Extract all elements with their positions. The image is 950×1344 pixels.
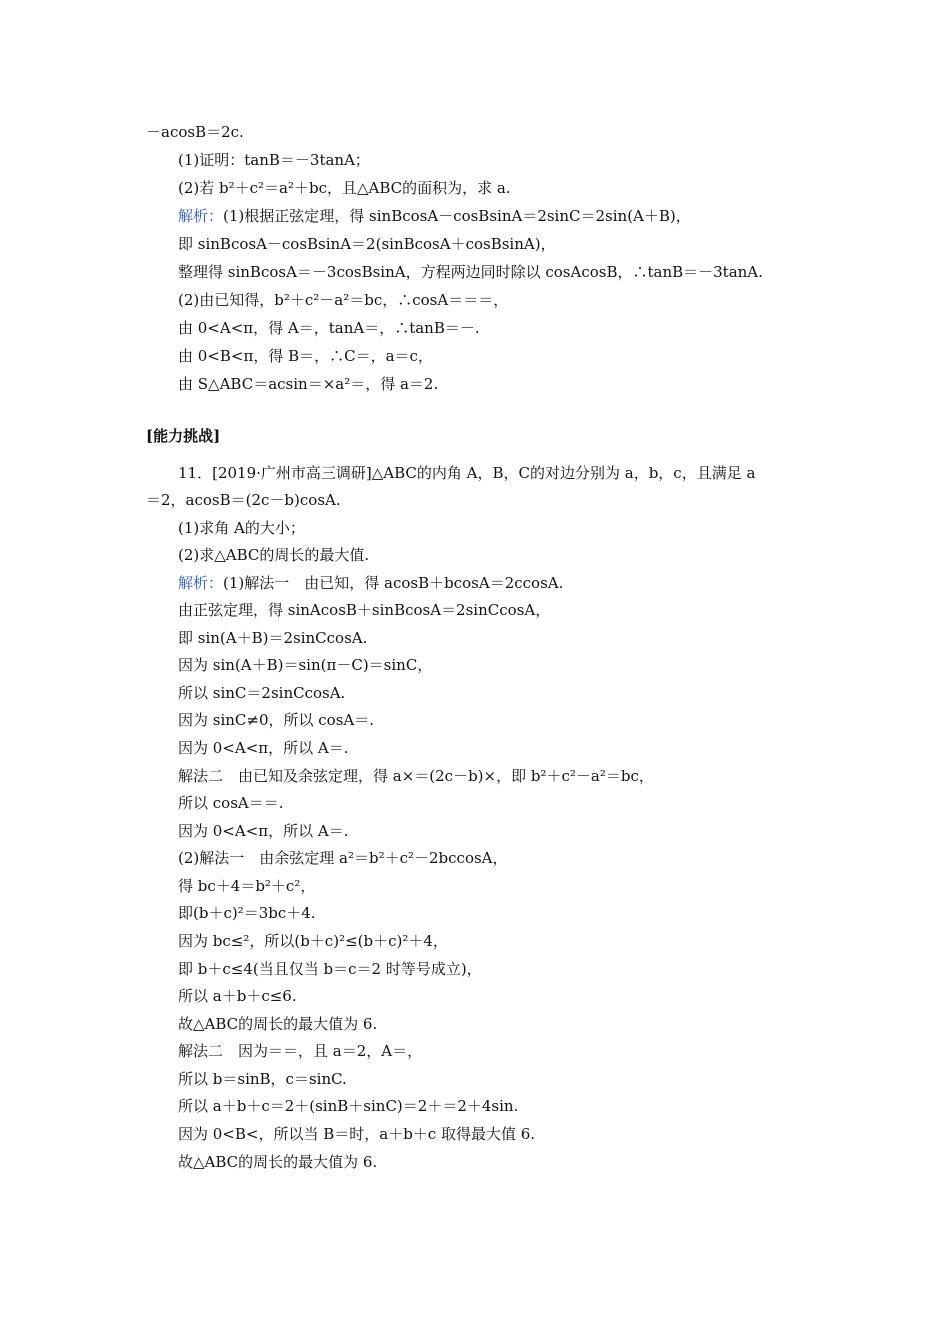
prev-analysis-line-5: 由 0<A<π，得 A＝，tanA＝，∴tanB＝－.: [178, 319, 480, 337]
prev-analysis-line-4: (2)由已知得，b²＋c²－a²＝bc，∴cosA＝＝＝，: [178, 291, 509, 309]
p11-line-22: 故△ABC的周长的最大值为 6.: [178, 1153, 378, 1171]
p11-line-17: 故△ABC的周长的最大值为 6.: [178, 1015, 378, 1033]
problem-11-part-1: (1)求角 A的大小；: [178, 519, 305, 537]
p11-line-14: 因为 bc≤²，所以(b＋c)²≤(b＋c)²＋4，: [178, 932, 448, 950]
p11-line-19: 所以 b＝sinB，c＝sinC.: [178, 1070, 347, 1088]
p11-line-18: 解法二 因为＝＝，且 a＝2，A＝，: [178, 1042, 423, 1060]
prev-analysis-line-3: 整理得 sinBcosA＝－3cosBsinA，方程两边同时除以 cosAcosB，∴tanB＝－3tanA.: [178, 263, 763, 281]
p11-line-8: 解法二 由已知及余弦定理，得 a×＝(2c－b)×，即 b²＋c²－a²＝bc，: [178, 767, 654, 785]
p11-analysis-line-1: [178, 573, 563, 593]
p11-line-5: 所以 sinC＝2sinCcosA.: [178, 684, 346, 702]
prev-analysis-line-1: [178, 206, 691, 226]
prev-analysis-line-2: 即 sinBcosA－cosBsinA＝2(sinBcosA＋cosBsinA)，: [178, 235, 556, 253]
p11-line-11: (2)解法一 由余弦定理 a²＝b²＋c²－2bccosA，: [178, 849, 508, 867]
problem-11-stem-2: ＝2，acosB＝(2c－b)cosA.: [146, 491, 341, 509]
section-header: [能力挑战]: [146, 427, 221, 445]
p11-line-10: 因为 0<A<π，所以 A＝.: [178, 822, 349, 840]
prev-part-1: (1)证明：tanB＝－3tanA；: [178, 151, 370, 169]
p11-line-3: 即 sin(A＋B)＝2sinCcosA.: [178, 629, 368, 647]
problem-11-stem-1: 11．[2019·广州市高三调研]△ABC的内角 A，B，C的对边分别为 a，b，c，且满足 a: [178, 464, 756, 482]
p11-line-20: 所以 a＋b＋c＝2＋(sinB＋sinC)＝2＋＝2＋4sin.: [178, 1097, 519, 1115]
p11-line-7: 因为 0<A<π，所以 A＝.: [178, 739, 349, 757]
prev-analysis-line-6: 由 0<B<π，得 B＝，∴C＝，a＝c，: [178, 347, 433, 365]
p11-line-16: 所以 a＋b＋c≤6.: [178, 987, 297, 1005]
p11-line-4: 因为 sin(A＋B)＝sin(π－C)＝sinC，: [178, 656, 433, 674]
p11-line-6: 因为 sinC≠0，所以 cosA＝.: [178, 711, 375, 729]
prev-part-2: (2)若 b²＋c²＝a²＋bc，且△ABC的面积为，求 a.: [178, 179, 511, 197]
analysis-label: 解析：: [178, 207, 224, 225]
p11-line-12: 得 bc＋4＝b²＋c²，: [178, 877, 316, 895]
analysis-label: 解析：: [178, 574, 224, 592]
p11-line-21: 因为 0<B<，所以当 B＝时，a＋b＋c 取得最大值 6.: [178, 1125, 536, 1143]
p11-line-9: 所以 cosA＝＝.: [178, 794, 284, 812]
analysis-text: (1)解法一 由已知，得 acosB＋bcosA＝2ccosA.: [223, 574, 564, 592]
p11-line-13: 即(b＋c)²＝3bc＋4.: [178, 904, 316, 922]
analysis-text: (1)根据正弦定理，得 sinBcosA－cosBsinA＝2sinC＝2sin(A＋B)，: [223, 207, 691, 225]
problem-11-part-2: (2)求△ABC的周长的最大值.: [178, 546, 370, 564]
p11-line-2: 由正弦定理，得 sinAcosB＋sinBcosA＝2sinCcosA，: [178, 601, 551, 619]
prev-problem-tail: －acosB＝2c.: [146, 123, 244, 141]
p11-line-15: 即 b＋c≤4(当且仅当 b＝c＝2 时等号成立)，: [178, 960, 482, 978]
prev-analysis-line-7: 由 S△ABC＝acsin＝×a²＝，得 a＝2.: [178, 375, 439, 393]
